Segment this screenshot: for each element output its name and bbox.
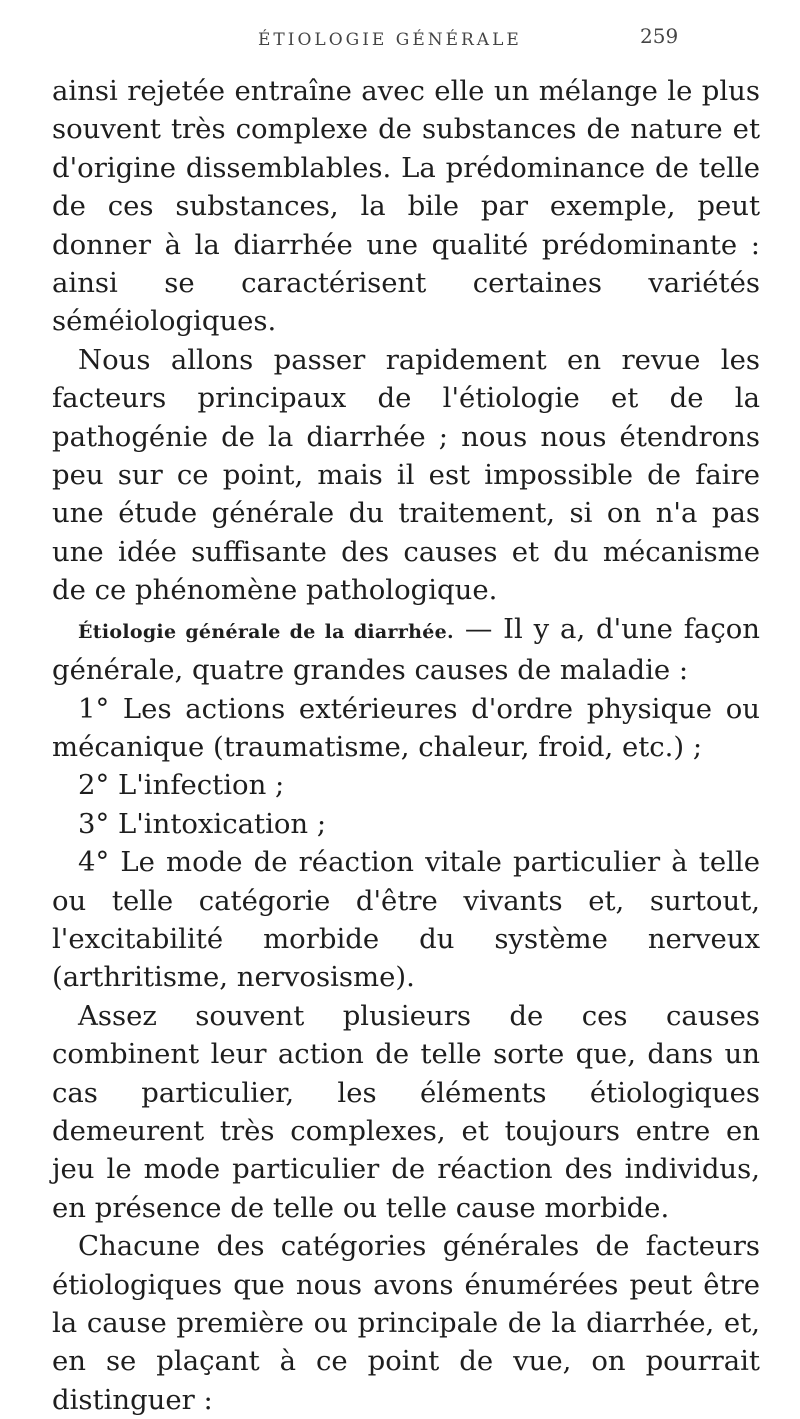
section-intro-text: — Il y a, d'une façon générale, quatre grandes causes de maladie : <box>52 612 760 687</box>
paragraph-continuation: ainsi rejetée entraîne avec elle un mélange le plus souvent très complexe de substances de nature et d'origine dissemblables. La prédominance de telle de ces substances, la bile par exemple, peut donner à la diarrhée une qualité prédominante : ainsi se caractérisent certaines variétés séméiologiques. <box>52 75 760 338</box>
body-text <box>52 72 760 1419</box>
paragraph-general-etiology <box>52 610 760 690</box>
list-item-physical: 1° Les actions extérieures d'ordre physique ou mécanique (traumatisme, chaleur, froid, etc.) ; <box>52 692 760 763</box>
list-item-infection: 2° L'infection ; <box>78 769 285 802</box>
paragraph-combined-causes: Assez souvent plusieurs de ces causes combinent leur action de telle sorte que, dans un cas particulier, les éléments étiologiques demeurent très complexes, et toujours entre en jeu le mode particulier de réaction des individus, en présence de telle ou telle cause morbide. <box>52 999 760 1224</box>
paragraph-categories: Chacune des catégories générales de facteurs étiologiques que nous avons énumérées peut être la cause première ou principale de la diarrhée, et, en se plaçant à ce point de vue, on pourrait distinguer : <box>52 1230 760 1416</box>
paragraph-review: Nous allons passer rapidement en revue les facteurs principaux de l'étiologie et de la pathogénie de la diarrhée ; nous nous étendrons peu sur ce point, mais il est impossible de faire une étude générale du traitement, si on n'a pas une idée suffisante des causes et du mécanisme de ce phénomène pathologique. <box>52 343 760 607</box>
running-head: ÉTIOLOGIE GÉNÉRALE <box>258 30 522 50</box>
page-number: 259 <box>640 24 679 48</box>
section-heading: Étiologie générale de la diarrhée. <box>78 620 454 643</box>
list-item-intoxication: 3° L'intoxication ; <box>78 807 327 840</box>
list-item-vital-reaction: 4° Le mode de réaction vitale particulier à telle ou telle catégorie d'être vivants et, surtout, l'excitabilité morbide du système nerveux (arthritisme, nervosisme). <box>52 846 760 994</box>
